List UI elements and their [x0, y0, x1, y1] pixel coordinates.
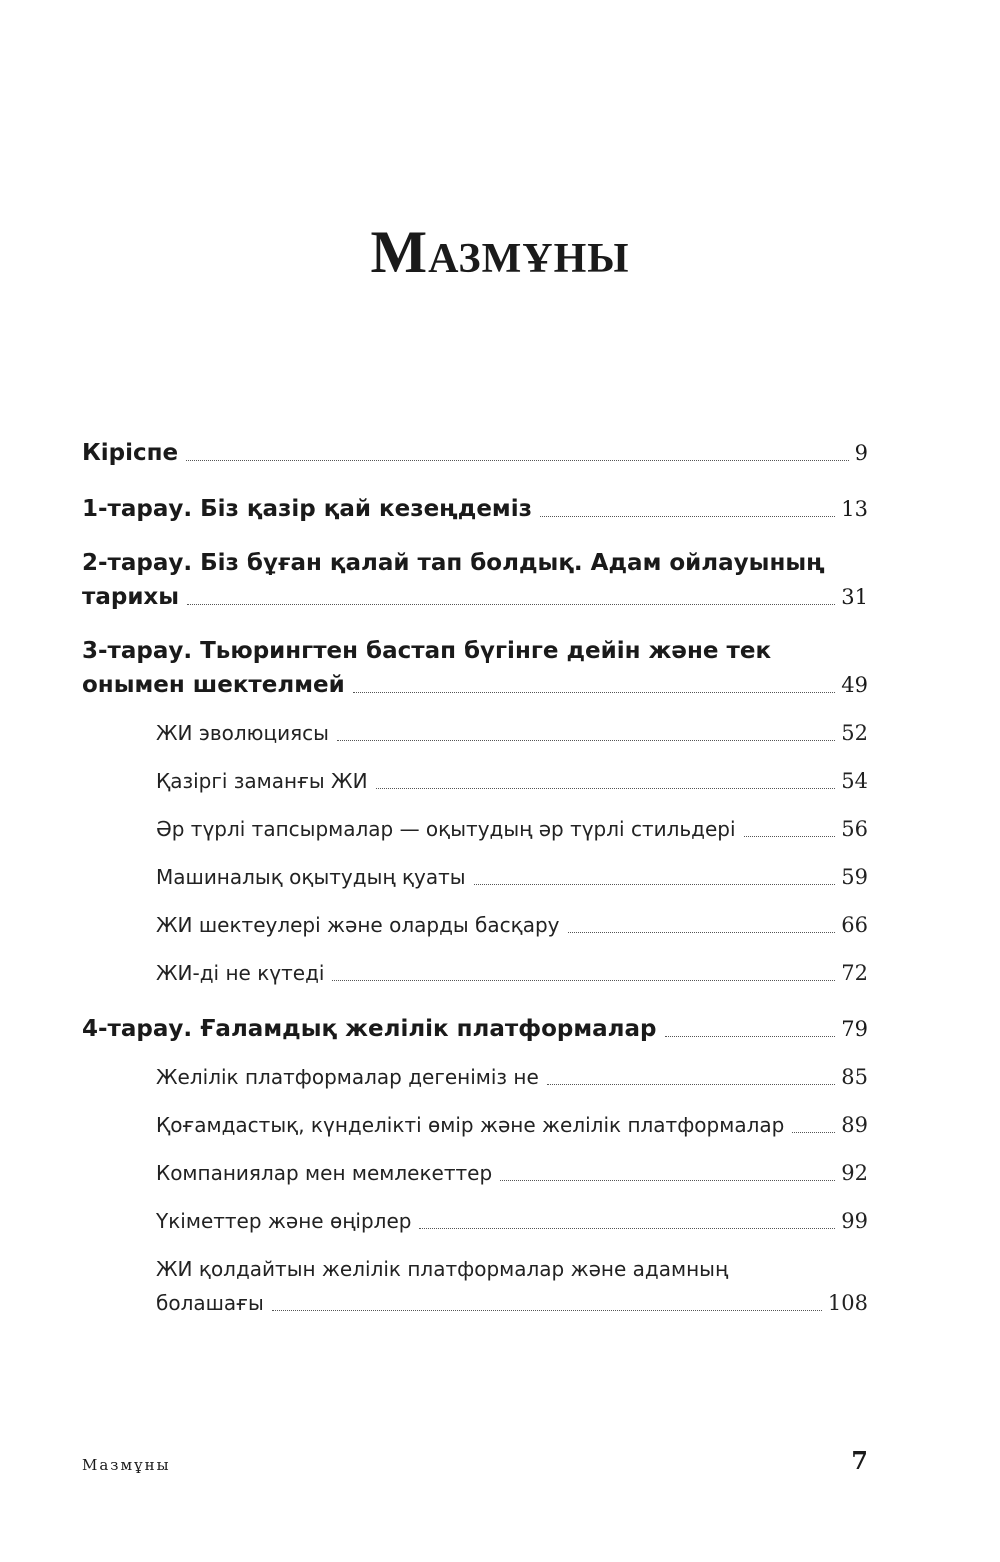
toc-entry-page: 85 — [841, 1065, 868, 1089]
toc-entry-title: Желілік платформалар дегеніміз не — [156, 1065, 539, 1089]
toc-entry-section[interactable] — [82, 764, 868, 798]
dot-leader — [187, 604, 835, 605]
toc-entry-section-multiline[interactable] — [82, 1252, 868, 1320]
toc-entry-section[interactable] — [82, 1204, 868, 1238]
toc-entry-title: Қазіргі заманғы ЖИ — [156, 769, 368, 793]
dot-leader — [500, 1180, 835, 1181]
toc-entry-page: 89 — [841, 1113, 868, 1137]
dot-leader — [568, 932, 836, 933]
dot-leader — [792, 1132, 835, 1133]
toc-entry-title-line-1: 2-тарау. Біз бұған қалай тап болдық. Адам ойлауының — [82, 550, 825, 576]
dot-leader — [186, 460, 848, 461]
toc-entry-chapter-2[interactable] — [82, 546, 868, 614]
toc-entry-section[interactable] — [82, 908, 868, 942]
page-number: 7 — [851, 1446, 868, 1475]
toc-entry-line — [82, 1252, 868, 1286]
dot-leader — [474, 884, 836, 885]
toc-entry-page: 52 — [841, 721, 868, 745]
toc-entry-section[interactable] — [82, 716, 868, 750]
toc-entry-title: Қоғамдастық, күнделікті өмір және желілік платформалар — [156, 1113, 785, 1137]
toc-entry-chapter-3[interactable] — [82, 634, 868, 702]
dot-leader — [332, 980, 835, 981]
toc-entry-title: ЖИ-ді не күтеді — [156, 961, 325, 985]
toc-entry-page: 59 — [841, 865, 868, 889]
dot-leader — [547, 1084, 835, 1085]
toc-entry-chapter-4[interactable] — [82, 1012, 868, 1046]
toc-entry-title-line-1: 3-тарау. Тьюрингтен бастап бүгінге дейін және тек — [82, 638, 772, 664]
dot-leader — [419, 1228, 835, 1229]
toc-entry-title: Кіріспе — [82, 440, 179, 466]
toc-entry-page: 72 — [841, 961, 868, 985]
toc-entry-title: ЖИ эволюциясы — [156, 721, 329, 745]
toc-entry-title: ЖИ шектеулері және оларды басқару — [156, 913, 560, 937]
toc-entry-title: Әр түрлі тапсырмалар — оқытудың әр түрлі стильдері — [156, 817, 736, 841]
toc-entry-title-line-1: ЖИ қолдайтын желілік платформалар және адамның — [156, 1257, 729, 1281]
toc-entry-page: 79 — [841, 1017, 868, 1041]
running-head: Мазмұны — [82, 1456, 171, 1474]
toc-entry-title: Машиналық оқытудың қуаты — [156, 865, 466, 889]
dot-leader — [337, 740, 835, 741]
toc-entry-line — [82, 668, 868, 702]
dot-leader — [744, 836, 836, 837]
toc-entry-section[interactable] — [82, 1156, 868, 1190]
toc-entry-title-line-2: болашағы — [156, 1291, 264, 1315]
toc-entry-section[interactable] — [82, 1108, 868, 1142]
toc-entry-title: Компаниялар мен мемлекеттер — [156, 1161, 493, 1185]
toc-entry-chapter-1[interactable] — [82, 492, 868, 526]
toc-entry-page: 13 — [841, 497, 868, 521]
toc-entry-line — [82, 634, 868, 668]
toc-entry-line — [82, 546, 868, 580]
toc-entry-page: 54 — [841, 769, 868, 793]
toc-entry-page: 92 — [841, 1161, 868, 1185]
toc-entry-page: 31 — [841, 585, 868, 609]
toc-entry-title: Үкіметтер және өңірлер — [156, 1209, 412, 1233]
toc-entry-section[interactable] — [82, 1060, 868, 1094]
table-of-contents — [82, 436, 868, 1320]
toc-entry-section[interactable] — [82, 956, 868, 990]
toc-entry-line — [82, 580, 868, 614]
toc-entry-page: 49 — [841, 673, 868, 697]
toc-entry-page: 56 — [841, 817, 868, 841]
toc-entry-title-line-2: онымен шектелмей — [82, 672, 345, 698]
toc-entry-page: 99 — [841, 1209, 868, 1233]
toc-entry-title: 1-тарау. Біз қазір қай кезеңдеміз — [82, 496, 532, 522]
toc-entry-title: 4-тарау. Ғаламдық желілік платформалар — [82, 1016, 657, 1042]
toc-entry-page: 66 — [841, 913, 868, 937]
toc-entry-page: 9 — [854, 441, 868, 465]
dot-leader — [665, 1036, 836, 1037]
dot-leader — [272, 1310, 822, 1311]
toc-entry-title-line-2: тарихы — [82, 584, 180, 610]
toc-entry-section[interactable] — [82, 860, 868, 894]
toc-entry-page: 108 — [827, 1291, 868, 1315]
page-title: Мазмұны — [370, 219, 630, 285]
dot-leader — [353, 692, 836, 693]
toc-entry-intro[interactable] — [82, 436, 868, 470]
toc-entry-line — [82, 1286, 868, 1320]
dot-leader — [540, 516, 835, 517]
dot-leader — [376, 788, 836, 789]
toc-entry-section[interactable] — [82, 812, 868, 846]
